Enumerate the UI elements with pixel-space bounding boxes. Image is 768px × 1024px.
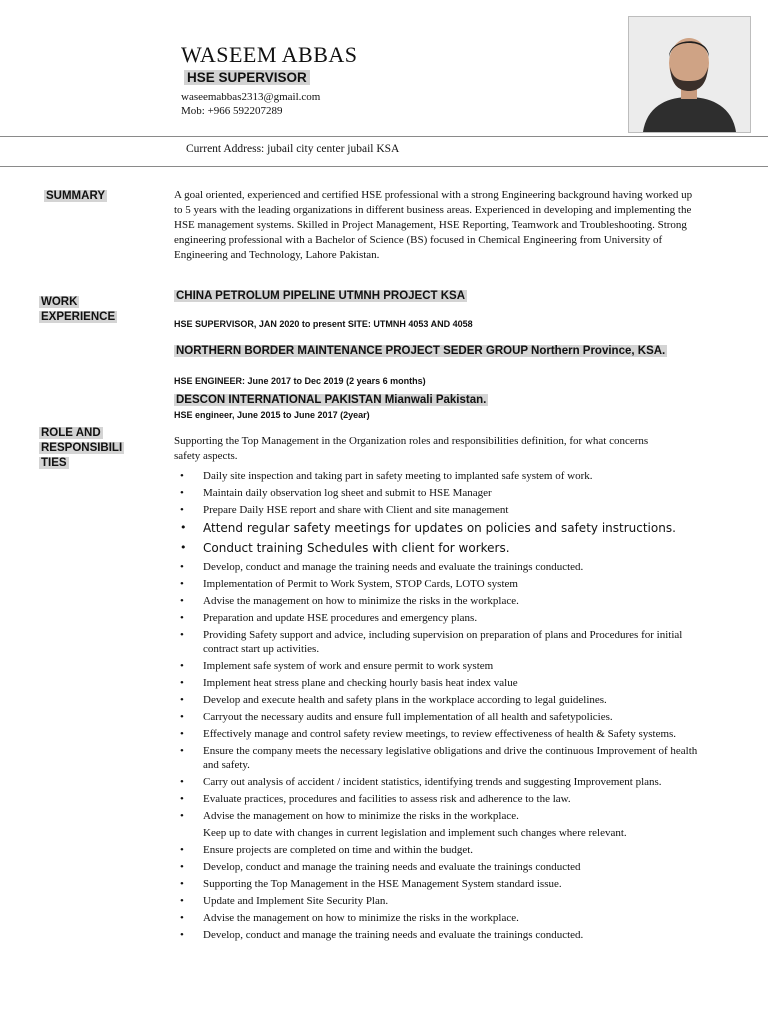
list-item: • Prepare Daily HSE report and share with Client and site management bbox=[180, 503, 700, 517]
job-detail-3: HSE engineer, June 2015 to June 2017 (2year) bbox=[174, 410, 370, 420]
list-item: • Advise the management on how to minimize the risks in the workplace. bbox=[180, 911, 700, 925]
list-item: • Develop and execute health and safety plans in the workplace according to legal guidelines. bbox=[180, 693, 700, 707]
section-role-responsibilities: ROLE AND RESPONSIBILI TIES bbox=[41, 427, 123, 469]
address-divider bbox=[0, 166, 768, 167]
job-company-3: DESCON INTERNATIONAL PAKISTAN Mianwali Pakistan. bbox=[176, 394, 487, 406]
list-item: • Implement safe system of work and ensure permit to work system bbox=[180, 659, 700, 673]
person-photo-icon bbox=[629, 17, 750, 132]
list-item: • Carryout the necessary audits and ensure full implementation of all health and safetypolicies. bbox=[180, 710, 700, 724]
job-detail-1: HSE SUPERVISOR, JAN 2020 to present SITE: UTMNH 4053 AND 4058 bbox=[174, 319, 473, 329]
list-item: • Ensure the company meets the necessary legislative obligations and drive the continuous Improvement of health and safety. bbox=[180, 744, 700, 772]
list-item: • Advise the management on how to minimize the risks in the workplace. bbox=[180, 809, 700, 823]
email-text: waseemabbas2313@gmail.com bbox=[181, 91, 321, 103]
list-item: • Develop, conduct and manage the training needs and evaluate the trainings conducted bbox=[180, 860, 700, 874]
list-item: • Effectively manage and control safety review meetings, to review effectiveness of health & Safety systems. bbox=[180, 727, 700, 741]
list-item: • Develop, conduct and manage the training needs and evaluate the trainings conducted. bbox=[180, 560, 700, 574]
list-item: • Maintain daily observation log sheet and submit to HSE Manager bbox=[180, 486, 700, 500]
phone-text: Mob: +966 592207289 bbox=[181, 105, 283, 117]
list-item: • Implement heat stress plane and checking hourly basis heat index value bbox=[180, 676, 700, 690]
list-item: • Preparation and update HSE procedures and emergency plans. bbox=[180, 611, 700, 625]
list-item: • Carry out analysis of accident / incident statistics, identifying trends and suggesting Improvement plans. bbox=[180, 775, 700, 789]
job-company-1: CHINA PETROLUM PIPELINE UTMNH PROJECT KSA bbox=[176, 290, 466, 302]
candidate-name: WASEEM ABBAS bbox=[181, 42, 358, 67]
list-item: • Supporting the Top Management in the HSE Management System standard issue. bbox=[180, 877, 700, 891]
list-item: • Implementation of Permit to Work System, STOP Cards, LOTO system bbox=[180, 577, 700, 591]
address-text: Current Address: jubail city center jubail KSA bbox=[186, 143, 400, 155]
responsibilities-intro: Supporting the Top Management in the Organization roles and responsibilities definition, for what concerns safety aspects. bbox=[174, 435, 649, 462]
job-title: HSE SUPERVISOR bbox=[184, 70, 310, 85]
profile-photo bbox=[628, 16, 751, 133]
list-item: Keep up to date with changes in current legislation and implement such changes where relevant. bbox=[203, 827, 627, 839]
responsibilities-list bbox=[180, 469, 700, 945]
list-item: • Advise the management on how to minimize the risks in the workplace. bbox=[180, 594, 700, 608]
list-item: • Ensure projects are completed on time and within the budget. bbox=[180, 843, 700, 857]
header-divider bbox=[0, 136, 768, 137]
job-detail-2: HSE ENGINEER: June 2017 to Dec 2019 (2 years 6 months) bbox=[174, 376, 426, 386]
list-item: • Conduct training Schedules with client for workers. bbox=[180, 540, 700, 556]
list-item: • Update and Implement Site Security Plan. bbox=[180, 894, 700, 908]
summary-paragraph: A goal oriented, experienced and certified HSE professional with a strong Engineering background having worked up to 5 years with the leading organizations in different business areas. Experienced in developing and implementing the HSE management systems. Skilled in Project Management, HSE Reporting, Teamwork and Troubleshooting. Strong engineering professional with a Bachelor of Science (BS) focused in Chemical Engineering from University of Engineering and Technology, Lahore Pakistan. bbox=[174, 189, 693, 261]
list-item: • Providing Safety support and advice, including supervision on preparation of plans and Procedures for initial contract start up activities. bbox=[180, 628, 700, 656]
list-item: • Daily site inspection and taking part in safety meeting to implanted safe system of work. bbox=[180, 469, 700, 483]
job-company-2: NORTHERN BORDER MAINTENANCE PROJECT SEDER GROUP Northern Province, KSA. bbox=[176, 345, 666, 357]
section-work-experience: WORK EXPERIENCE bbox=[41, 296, 116, 323]
list-item: • Develop, conduct and manage the training needs and evaluate the trainings conducted. bbox=[180, 928, 700, 942]
list-item: • Attend regular safety meetings for updates on policies and safety instructions. bbox=[180, 520, 700, 536]
section-summary: SUMMARY bbox=[46, 190, 105, 202]
list-item: • Evaluate practices, procedures and facilities to assess risk and adherence to the law. bbox=[180, 792, 700, 806]
